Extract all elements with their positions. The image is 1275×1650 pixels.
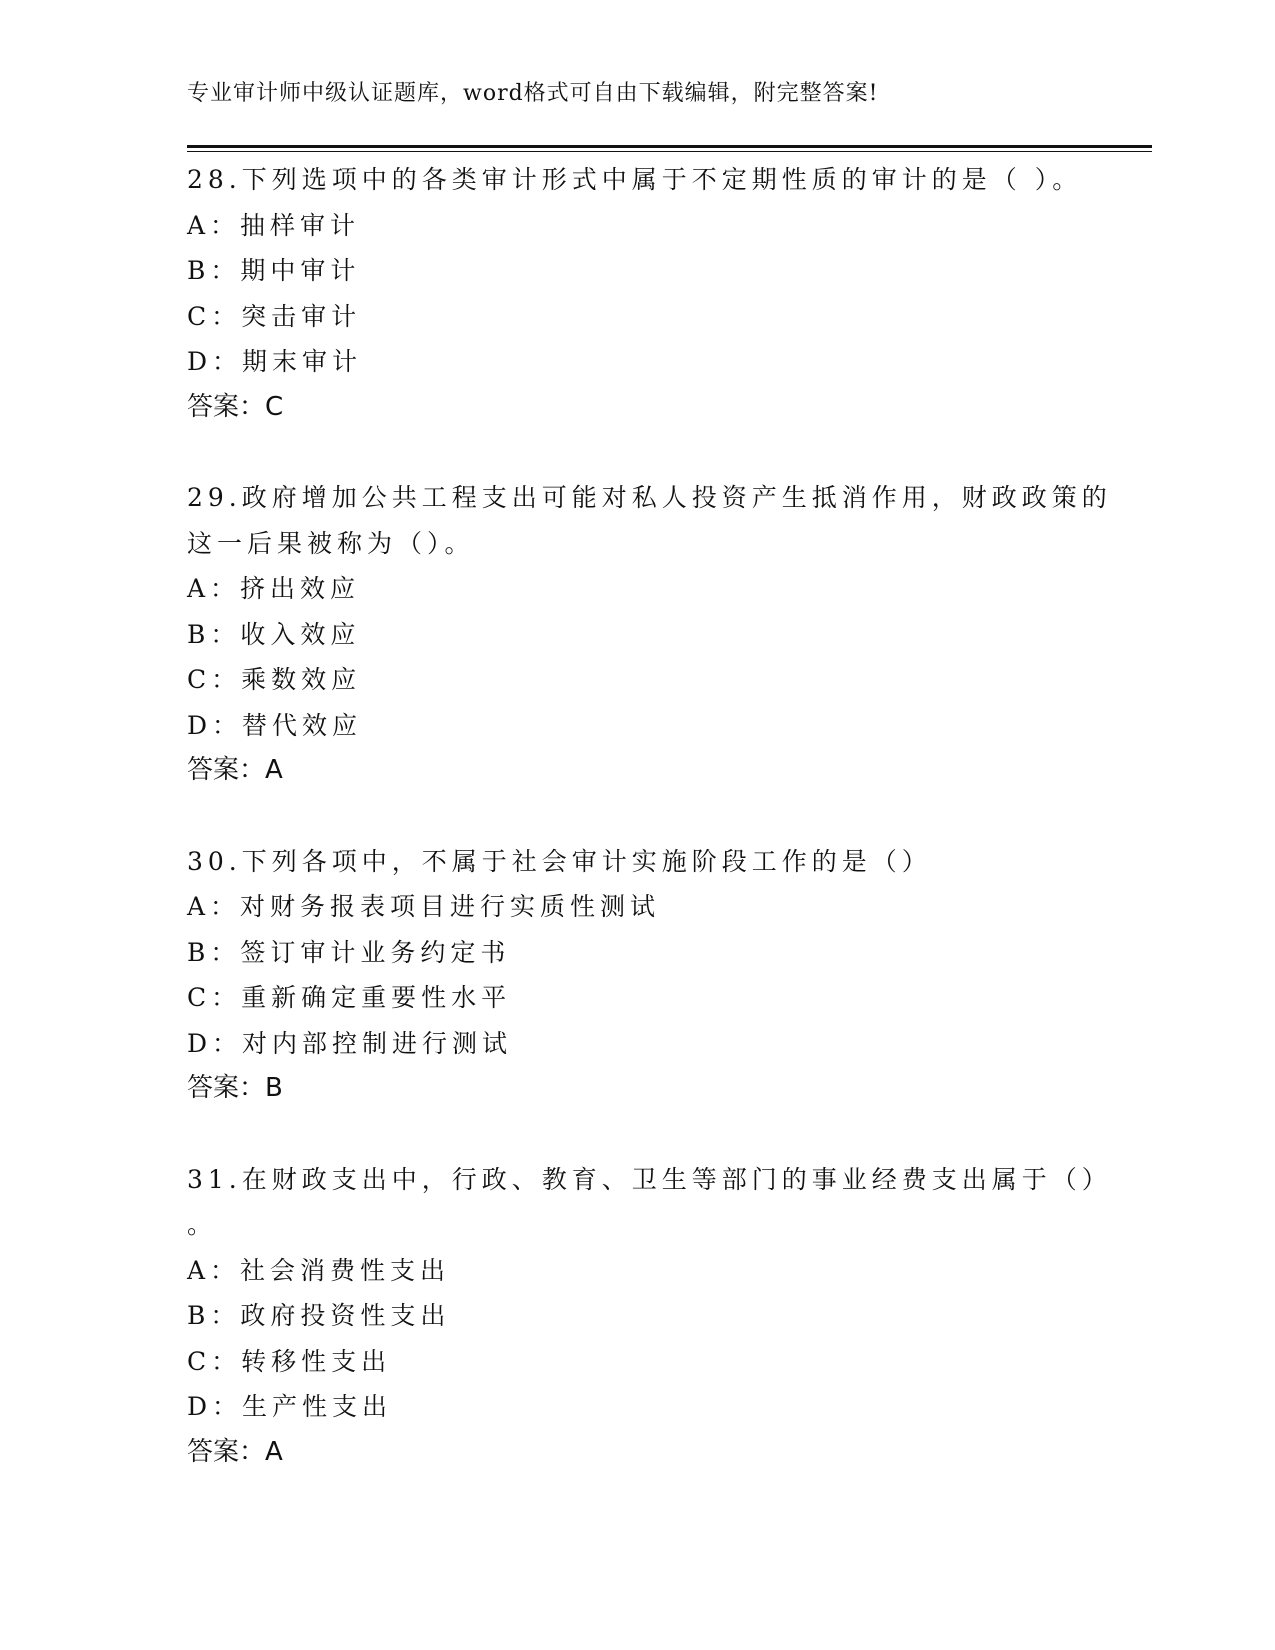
question-stem: 29.政府增加公共工程支出可能对私人投资产生抵消作用，财政政策的 <box>187 483 1112 512</box>
question-stem-continued: 这一后果被称为（）。 <box>187 528 475 558</box>
option-a: A：抽样审计 <box>187 210 361 240</box>
option-c: C：乘数效应 <box>187 665 362 694</box>
page-header: 专业审计师中级认证题库，word格式可自由下载编辑，附完整答案! <box>187 81 879 106</box>
answer-line: 答案：B <box>187 1073 283 1103</box>
option-b: B：签订审计业务约定书 <box>187 937 511 967</box>
question-28 <box>187 157 1087 430</box>
option-a: A：社会消费性支出 <box>187 1255 451 1285</box>
option-d: D：对内部控制进行测试 <box>187 1028 513 1058</box>
question-30 <box>187 839 1087 1112</box>
option-b: B：期中审计 <box>187 256 361 285</box>
question-stem: 28.下列选项中的各类审计形式中属于不定期性质的审计的是（ ）。 <box>187 165 1083 194</box>
option-c: C：突击审计 <box>187 301 362 331</box>
answer-line: 答案：A <box>187 1436 283 1467</box>
answer-line: 答案：C <box>187 391 284 422</box>
option-b: B：政府投资性支出 <box>187 1301 451 1330</box>
option-d: D：生产性支出 <box>187 1392 393 1421</box>
question-stem: 30.下列各项中，不属于社会审计实施阶段工作的是（） <box>187 846 932 876</box>
question-29 <box>187 475 1112 794</box>
question-stem-continued: 。 <box>187 1210 218 1239</box>
question-list <box>187 157 1112 1475</box>
option-a: A：对财务报表项目进行实质性测试 <box>187 892 661 921</box>
option-d: D：期末审计 <box>187 347 363 376</box>
question-stem: 31.在财政支出中，行政、教育、卫生等部门的事业经费支出属于（） <box>187 1164 1112 1194</box>
question-spacer <box>187 794 1087 839</box>
question-spacer <box>187 430 1087 475</box>
option-d: D：替代效应 <box>187 710 363 740</box>
option-c: C：重新确定重要性水平 <box>187 983 512 1012</box>
header-rule-thick <box>187 145 1152 148</box>
answer-line: 答案：A <box>187 755 283 785</box>
option-c: C：转移性支出 <box>187 1346 392 1376</box>
question-31 <box>187 1157 1112 1476</box>
header-rule-thin <box>187 151 1152 152</box>
option-b: B：收入效应 <box>187 619 361 649</box>
option-a: A：挤出效应 <box>187 574 361 603</box>
question-spacer <box>187 1112 1087 1157</box>
